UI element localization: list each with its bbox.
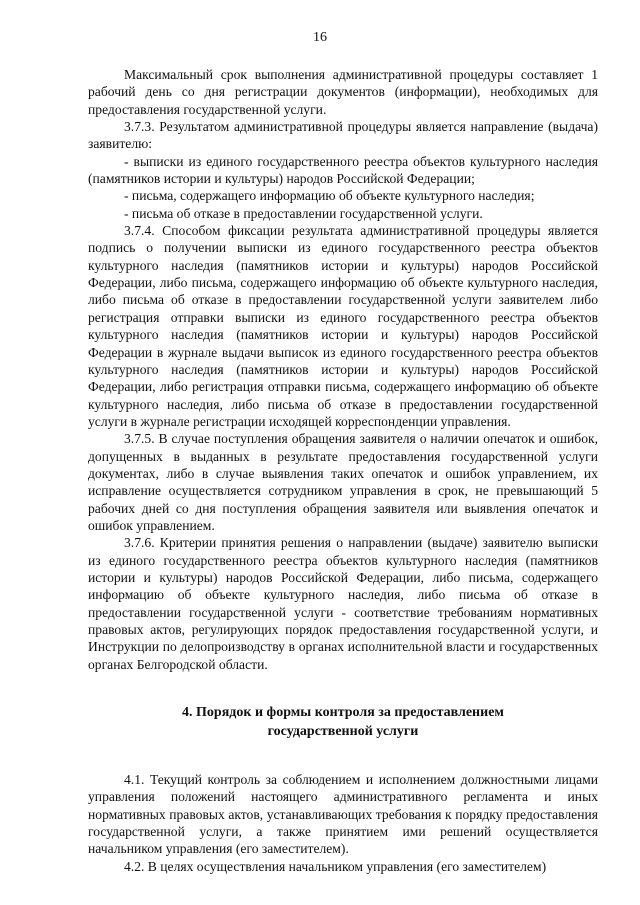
page-number: 16 (313, 30, 327, 45)
paragraph-3-7-3: 3.7.3. Результатом административной процедуры является направление (выдача) заявителю: (88, 119, 598, 152)
section-4-heading-line-2: государственной услуги (267, 724, 419, 740)
paragraph-max-term: Максимальный срок выполнения административной процедуры составляет 1 рабочий день со дня регистрации документов (информации), необходимых для предоставления государственной услуги. (88, 67, 598, 117)
result-list-item-info-letter: - письма, содержащего информацию об объекте культурного наследия; (124, 188, 535, 204)
section-4-heading (88, 703, 598, 741)
result-list-item-refusal-letter: - письма об отказе в предоставлении государственной услуги. (124, 205, 483, 221)
document-body (88, 66, 598, 875)
paragraph-3-7-4: 3.7.4. Способом фиксации результата административной процедуры является подпись о получении выписки из единого государственного реестра объектов культурного наследия (памятников истории и культуры) народов Российской Федерации, либо письма, содержащего информацию об объекте культурного наследия, либо письма об отказе в предоставлении государственной услуги заявителем либо регистрация отправки выписки из единого государственного реестра объектов культурного наследия (памятников истории и культуры) народов Российской Федерации в журнале выдачи выписок из единого государственного реестра объектов культурного наследия (памятников истории и культуры) народов Российской Федерации, либо регистрация отправки письма, содержащего информацию об объекте культурного наследия, либо письма об отказе в предоставлении государственной услуги в журнале регистрации исходящей корреспонденции управления. (88, 223, 598, 429)
section-4-heading-line-1: 4. Порядок и формы контроля за предоставлением (182, 705, 504, 721)
paragraph-3-7-5: 3.7.5. В случае поступления обращения заявителя о наличии опечаток и ошибок, допущенных в выданных в результате предоставления государственной услуги документах, либо в случае выявления таких опечаток и ошибок управлением, их исправление осуществляется сотрудником управления в срок, не превышающий 5 рабочих дней со дня поступления обращения заявителя или выявления опечаток и ошибок управлением. (88, 431, 598, 533)
result-list-item-extract: - выписки из единого государственного реестра объектов культурного наследия (памятников истории и культуры) народов Российской Федерации; (88, 153, 598, 187)
paragraph-4-2: 4.2. В целях осуществления начальником управления (его заместителем) (124, 858, 547, 874)
paragraph-4-1: 4.1. Текущий контроль за соблюдением и исполнением должностными лицами управления положений настоящего административного регламента и иных нормативных правовых актов, устанавливающих требования к порядку предоставления государственной услуги, а также принятием ими решений осуществляется начальником управления (его заместителем). (88, 772, 598, 857)
paragraph-3-7-6: 3.7.6. Критерии принятия решения о направлении (выдаче) заявителю выписки из единого государственного реестра объектов культурного наследия (памятников истории и культуры) народов Российской Федерации, либо письма, содержащего информацию об объекте культурного наследия, либо письма об отказе в предоставлении государственной услуги - соответствие требованиям нормативных правовых актов, регулирующих порядок предоставления государственной услуги, и Инструкции по делопроизводству в органах исполнительной власти и государственных органах Белгородской области. (88, 535, 598, 672)
